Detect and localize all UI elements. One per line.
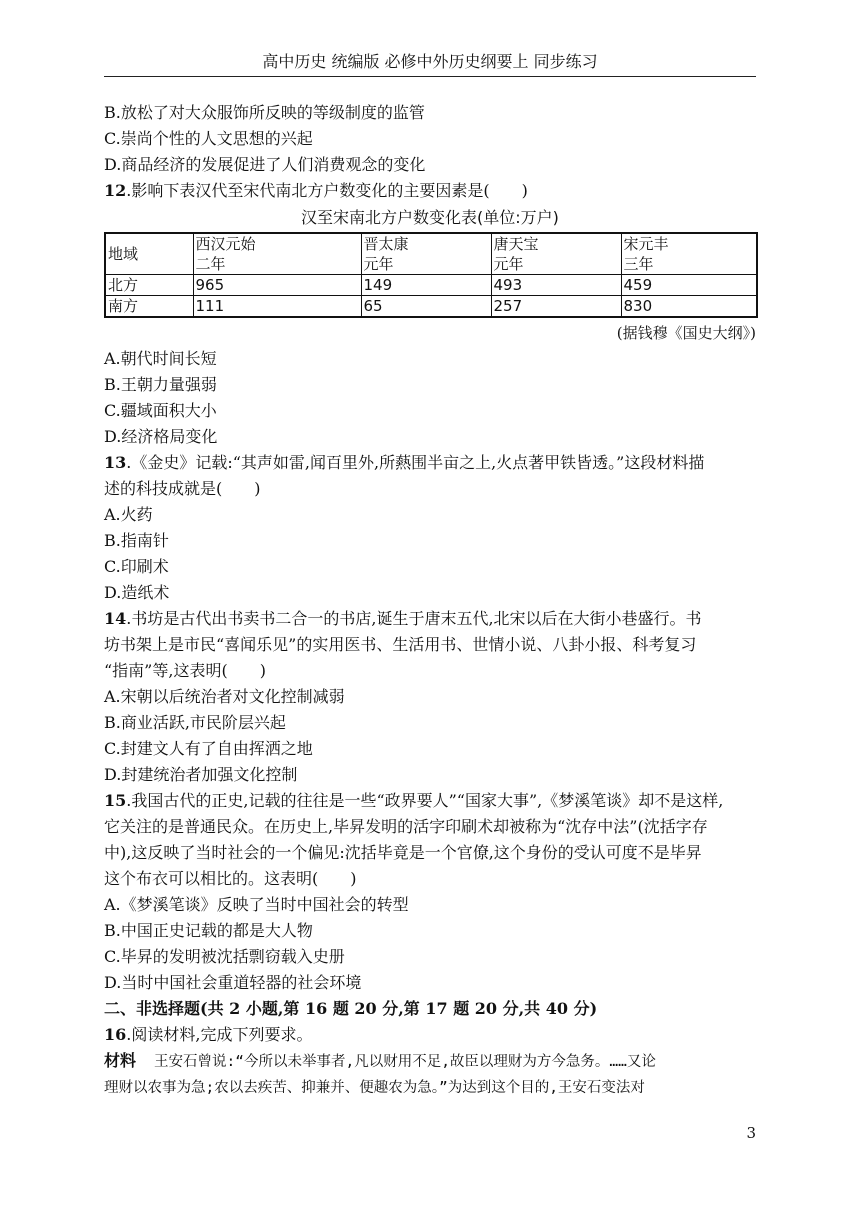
q14-number: 14: [104, 609, 127, 628]
q13-stem: [104, 450, 756, 476]
q13-option-a: A.火药: [104, 505, 153, 524]
q13-option-c: C.印刷术: [104, 557, 169, 576]
table-title: 汉至宋南北方户数变化表(单位:万户): [301, 208, 559, 227]
table-header-row: [105, 233, 757, 275]
q13-option-d: D.造纸术: [104, 583, 170, 602]
table-header-cell: 西汉元始 二年: [193, 233, 361, 275]
table-header-cell: 晋太康 元年: [361, 233, 491, 275]
table-header-cell: 宋元丰 三年: [621, 233, 757, 275]
q16-material-line: 材料 王安石曾说:“今所以未举事者,凡以财用不足,故臣以理财为方今急务。……又论: [104, 1051, 656, 1070]
table-cell: 493: [491, 275, 621, 296]
table-corner-cell: 地域: [105, 233, 193, 275]
table-row: [105, 275, 757, 296]
q14-option-a: A.宋朝以后统治者对文化控制减弱: [104, 687, 345, 706]
q15-option-b: B.中国正史记载的都是大人物: [104, 921, 313, 940]
q14-stem-line: “指南”等,这表明( ): [104, 661, 266, 680]
q11-option-d: D.商品经济的发展促进了人们消费观念的变化: [104, 155, 426, 174]
table-cell: 111: [193, 296, 361, 318]
table-cell: 459: [621, 275, 757, 296]
q14-option-c: C.封建文人有了自由挥洒之地: [104, 739, 313, 758]
q15-text: .我国古代的正史,记载的往往是一些“政界要人”“国家大事”,《梦溪笔谈》却不是这样,: [126, 791, 724, 810]
table-source: (据钱穆《国史大纲》): [616, 324, 756, 342]
q16-number: 16: [104, 1025, 127, 1044]
page-header: 高中历史 统编版 必修中外历史纲要上 同步练习: [104, 50, 756, 77]
q13-stem-line: 述的科技成就是( ): [104, 479, 261, 498]
q15-option-a: A.《梦溪笔谈》反映了当时中国社会的转型: [104, 895, 409, 914]
table-cell: 149: [361, 275, 491, 296]
q12-stem: [104, 178, 756, 204]
q15-stem-line: 这个布衣可以相比的。这表明( ): [104, 869, 357, 888]
q16-stem: [104, 1022, 756, 1048]
table-cell: 65: [361, 296, 491, 318]
table-cell: 965: [193, 275, 361, 296]
q14-option-d: D.封建统治者加强文化控制: [104, 765, 298, 784]
q15-option-c: C.毕昇的发明被沈括剽窃载入史册: [104, 947, 345, 966]
q12-option-a: A.朝代时间长短: [104, 349, 217, 368]
q13-text: .《金史》记载:“其声如雷,闻百里外,所爇围半亩之上,火点著甲铁皆透。”这段材料描: [126, 453, 705, 472]
household-table: [104, 232, 758, 318]
q12-number: 12: [104, 181, 127, 200]
q13-option-b: B.指南针: [104, 531, 169, 550]
table-region-cell: 南方: [105, 296, 193, 318]
page-content: [104, 100, 756, 1101]
q13-number: 13: [104, 453, 127, 472]
q16-text: .阅读材料,完成下列要求。: [126, 1025, 313, 1044]
q14-text: .书坊是古代出书卖书二合一的书店,诞生于唐末五代,北宋以后在大街小巷盛行。书: [126, 609, 702, 628]
q14-option-b: B.商业活跃,市民阶层兴起: [104, 713, 286, 732]
q15-number: 15: [104, 791, 127, 810]
q14-stem-line: 坊书架上是市民“喜闻乐见”的实用医书、生活用书、世情小说、八卦小报、科考复习: [104, 635, 697, 654]
q11-option-c: C.崇尚个性的人文思想的兴起: [104, 129, 313, 148]
q12-option-d: D.经济格局变化: [104, 427, 218, 446]
q14-stem: [104, 606, 756, 632]
page-number: 3: [746, 1124, 756, 1142]
table-cell: 257: [491, 296, 621, 318]
q15-stem-line: 中),这反映了当时社会的一个偏见:沈括毕竟是一个官僚,这个身份的受认可度不是毕昇: [104, 843, 702, 862]
table-region-cell: 北方: [105, 275, 193, 296]
table-header-cell: 唐天宝 元年: [491, 233, 621, 275]
q16-material-line: 理财以农事为急;农以去疾苦、抑兼并、便趣农为急。”为达到这个目的,王安石变法对: [104, 1080, 645, 1096]
section-heading: 二、非选择题(共 2 小题,第 16 题 20 分,第 17 题 20 分,共 40 分): [104, 999, 598, 1018]
q15-stem: [104, 788, 756, 814]
q15-stem-line: 它关注的是普通民众。在历史上,毕昇发明的活字印刷术却被称为“沈存中法”(沈括字存: [104, 817, 708, 836]
table-cell: 830: [621, 296, 757, 318]
q11-option-b: B.放松了对大众服饰所反映的等级制度的监管: [104, 103, 425, 122]
q12-option-b: B.王朝力量强弱: [104, 375, 217, 394]
material-label: 材料: [104, 1051, 137, 1070]
q12-text: .影响下表汉代至宋代南北方户数变化的主要因素是( ): [126, 181, 528, 200]
q12-option-c: C.疆域面积大小: [104, 401, 217, 420]
q15-option-d: D.当时中国社会重道轻器的社会环境: [104, 973, 362, 992]
table-row: [105, 296, 757, 318]
